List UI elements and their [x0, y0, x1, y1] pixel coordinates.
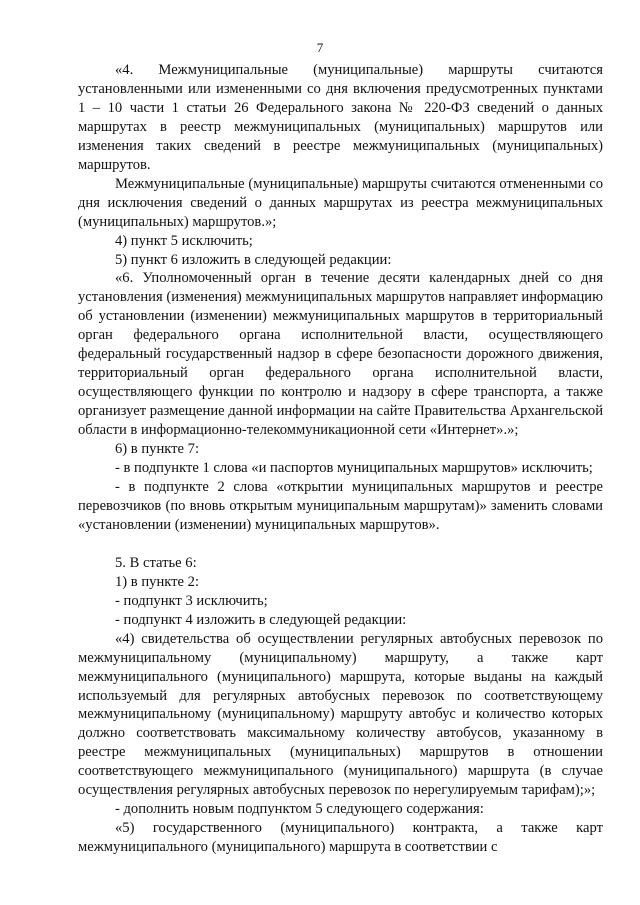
- section-heading: 5. В статье 6:: [115, 554, 197, 571]
- paragraph: Межмуниципальные (муниципальные) маршруты считаются отмененными со дня исключения сведений о данных маршрутах из реестра межмуниципальных (муниципальных) маршрутов.»;: [78, 175, 603, 230]
- paragraph: «4) свидетельства об осуществлении регулярных автобусных перевозок по межмуниципальному (муниципальному) маршруту, а также карт межмуниципального (муниципального) маршрута, которые выданы на каждый используемый для регулярных автобусных перевозок по соответствующему межмуниципальному (муниципальному) маршруту автобус и количество которых должно соответствовать максимальному количеству автобусов, указанному в реестре межмуниципальных (муниципальных) маршрутов в отношении соответствующего межмуниципального (муниципального) маршрута (в случае осуществления регулярных автобусных перевозок по нерегулируемым тарифам);»;: [78, 630, 603, 799]
- paragraph: - подпункт 4 изложить в следующей редакции:: [115, 611, 407, 628]
- paragraph: «4. Межмуниципальные (муниципальные) маршруты считаются установленными или измененными со дня включения предусмотренных пунктами 1 – 10 части 1 статьи 26 Федерального закона № 220-ФЗ сведений о данных маршрутах в реестр межмуниципальных (муниципальных) маршрутов или изменения таких сведений в реестре межмуниципальных (муниципальных) маршрутов.: [78, 62, 603, 173]
- paragraph: 5) пункт 6 изложить в следующей редакции:: [115, 251, 392, 268]
- paragraph: 4) пункт 5 исключить;: [115, 232, 253, 249]
- paragraph: «6. Уполномоченный орган в течение десяти календарных дней со дня установления (изменения) межмуниципальных маршрутов направляет информацию об установлении (изменении) межмуниципальных маршрутов в территориальный орган федерального органа исполнительной власти, осуществляющего федеральный государственный надзор в сфере безопасности дорожного движения, территориальный орган федерального органа исполнительной власти, осуществляющего функции по контролю и надзору в сфере транспорта, а также организует размещение данной информации на сайте Правительства Архангельской области в информационно-телекоммуникационной сети «Интернет».»;: [78, 270, 603, 439]
- paragraph: - подпункт 3 исключить;: [115, 592, 268, 609]
- paragraph: 1) в пункте 2:: [115, 573, 200, 590]
- paragraph: - в подпункте 2 слова «открытии муниципальных маршрутов и реестре перевозчиков (по вновь открытым муниципальным маршрутам)» заменить словами «установлении (изменении) муниципальных маршрутов».: [78, 478, 603, 533]
- paragraph: - в подпункте 1 слова «и паспортов муниципальных маршрутов» исключить;: [115, 460, 593, 477]
- paragraph: 6) в пункте 7:: [115, 441, 200, 458]
- paragraph: - дополнить новым подпунктом 5 следующего содержания:: [115, 801, 484, 818]
- document-body: [78, 61, 603, 857]
- paragraph: «5) государственного (муниципального) контракта, а также карт межмуниципального (муниципального) маршрута в соответствии с: [78, 820, 603, 856]
- page-number: 7: [316, 40, 324, 55]
